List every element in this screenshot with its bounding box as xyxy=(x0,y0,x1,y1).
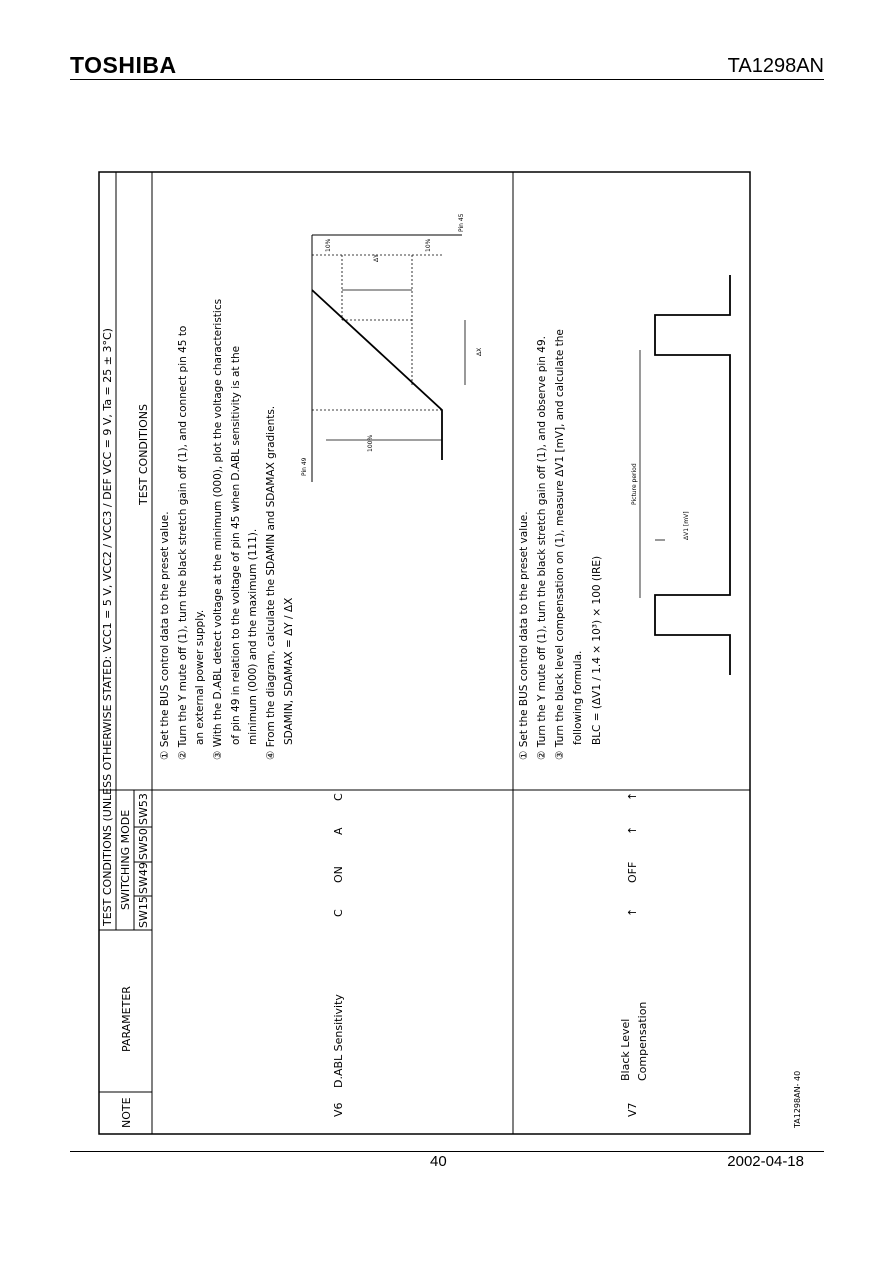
row-v7-parameter-line1: Black Level xyxy=(619,1018,632,1081)
v7-condition-3: ③ Turn the black level compensation on (1), measure ΔV1 [mV], and calculate the xyxy=(554,329,566,760)
waveform-line xyxy=(655,275,730,675)
row-v7-sw49: OFF xyxy=(626,861,639,883)
switch-header-sw53: SW53 xyxy=(137,793,150,825)
row-v6-parameter: D.ABL Sensitivity xyxy=(332,994,345,1088)
brand-logo: TOSHIBA xyxy=(70,52,177,78)
v6-condition-2b: an external power supply. xyxy=(194,609,206,745)
col-parameter: PARAMETER xyxy=(120,986,133,1052)
v6-condition-1: ① Set the BUS control data to the preset value. xyxy=(159,511,171,760)
v6-condition-4: ④ From the diagram, calculate the SDAMIN and SDAMAX gradients. xyxy=(265,405,277,760)
diagram-dy: ΔY xyxy=(373,254,380,262)
row-v7-sw50: ↑ xyxy=(626,825,639,835)
col-test-conditions: TEST CONDITIONS xyxy=(137,404,150,505)
v6-condition-3b: of pin 49 in relation to the voltage of pin 45 when D.ABL sensitivity is at the xyxy=(230,345,242,745)
diagram-dx: ΔX xyxy=(476,347,483,356)
conditions-title: TEST CONDITIONS (UNLESS OTHERWISE STATED: VCC1 = 5 V, VCC2 / VCC3 / DEF VCC = 9 V, Ta = 25 ± 3°C) xyxy=(101,328,114,926)
row-v6-sw50: A xyxy=(332,827,345,835)
switch-header-sw49: SW49 xyxy=(137,862,150,894)
picture-period-label: Picture period xyxy=(631,463,638,505)
col-note: NOTE xyxy=(120,1097,133,1128)
diagram-x-label: Pin 45 xyxy=(458,213,465,232)
diagram-level-b: 10% xyxy=(325,238,332,252)
switch-header-sw15: SW15 xyxy=(137,896,150,928)
row-v7-note: V7 xyxy=(626,1102,639,1117)
v6-condition-4b: SDAMIN, SDAMAX = ΔY / ΔX xyxy=(283,597,295,745)
row-v6-sw15: C xyxy=(332,909,345,917)
row-v7-sw53: ↑ xyxy=(626,791,639,801)
v7-formula: BLC = (ΔV1 / 1.4 × 10³) × 100 (IRE) xyxy=(591,555,603,745)
dv1-label: ΔV1 [mV] xyxy=(683,511,690,540)
row-v6-sw53: C xyxy=(332,793,345,801)
diagram-level-c: 10% xyxy=(425,238,432,252)
row-v7-parameter-line2: Compensation xyxy=(636,1001,649,1081)
black-level-waveform xyxy=(631,275,730,675)
row-v7-sw15: ↑ xyxy=(626,907,639,917)
diagram-level-a: 100% xyxy=(367,434,374,452)
part-number: TA1298AN xyxy=(727,55,824,77)
v7-condition-3b: following formula. xyxy=(572,650,584,745)
footer-rule xyxy=(70,1151,824,1152)
v7-condition-2: ② Turn the Y mute off (1), turn the black stretch gain off (1), and observe pin 49. xyxy=(536,336,548,760)
dabl-sensitivity-diagram xyxy=(301,213,483,482)
page-number: 40 xyxy=(430,1153,447,1170)
row-v6-sw49: ON xyxy=(332,866,345,883)
side-label: TA1298AN- 40 xyxy=(793,1070,802,1128)
v6-condition-2: ② Turn the Y mute off (1), turn the black stretch gain off (1), and connect pin 45 to xyxy=(177,325,189,760)
characteristic-curve xyxy=(312,290,442,460)
v6-condition-3c: minimum (000) and the maximum (111). xyxy=(247,528,259,745)
row-v6-note: V6 xyxy=(332,1102,345,1117)
v7-condition-1: ① Set the BUS control data to the preset value. xyxy=(518,511,530,760)
switch-header-sw50: SW50 xyxy=(137,828,150,860)
v6-condition-3: ③ With the D.ABL detect voltage at the minimum (000), plot the voltage characteristics xyxy=(212,298,224,760)
diagram-y-label: Pin 49 xyxy=(301,457,308,476)
col-switching-mode: SWITCHING MODE xyxy=(119,809,132,910)
document-date: 2002-04-18 xyxy=(727,1153,804,1170)
